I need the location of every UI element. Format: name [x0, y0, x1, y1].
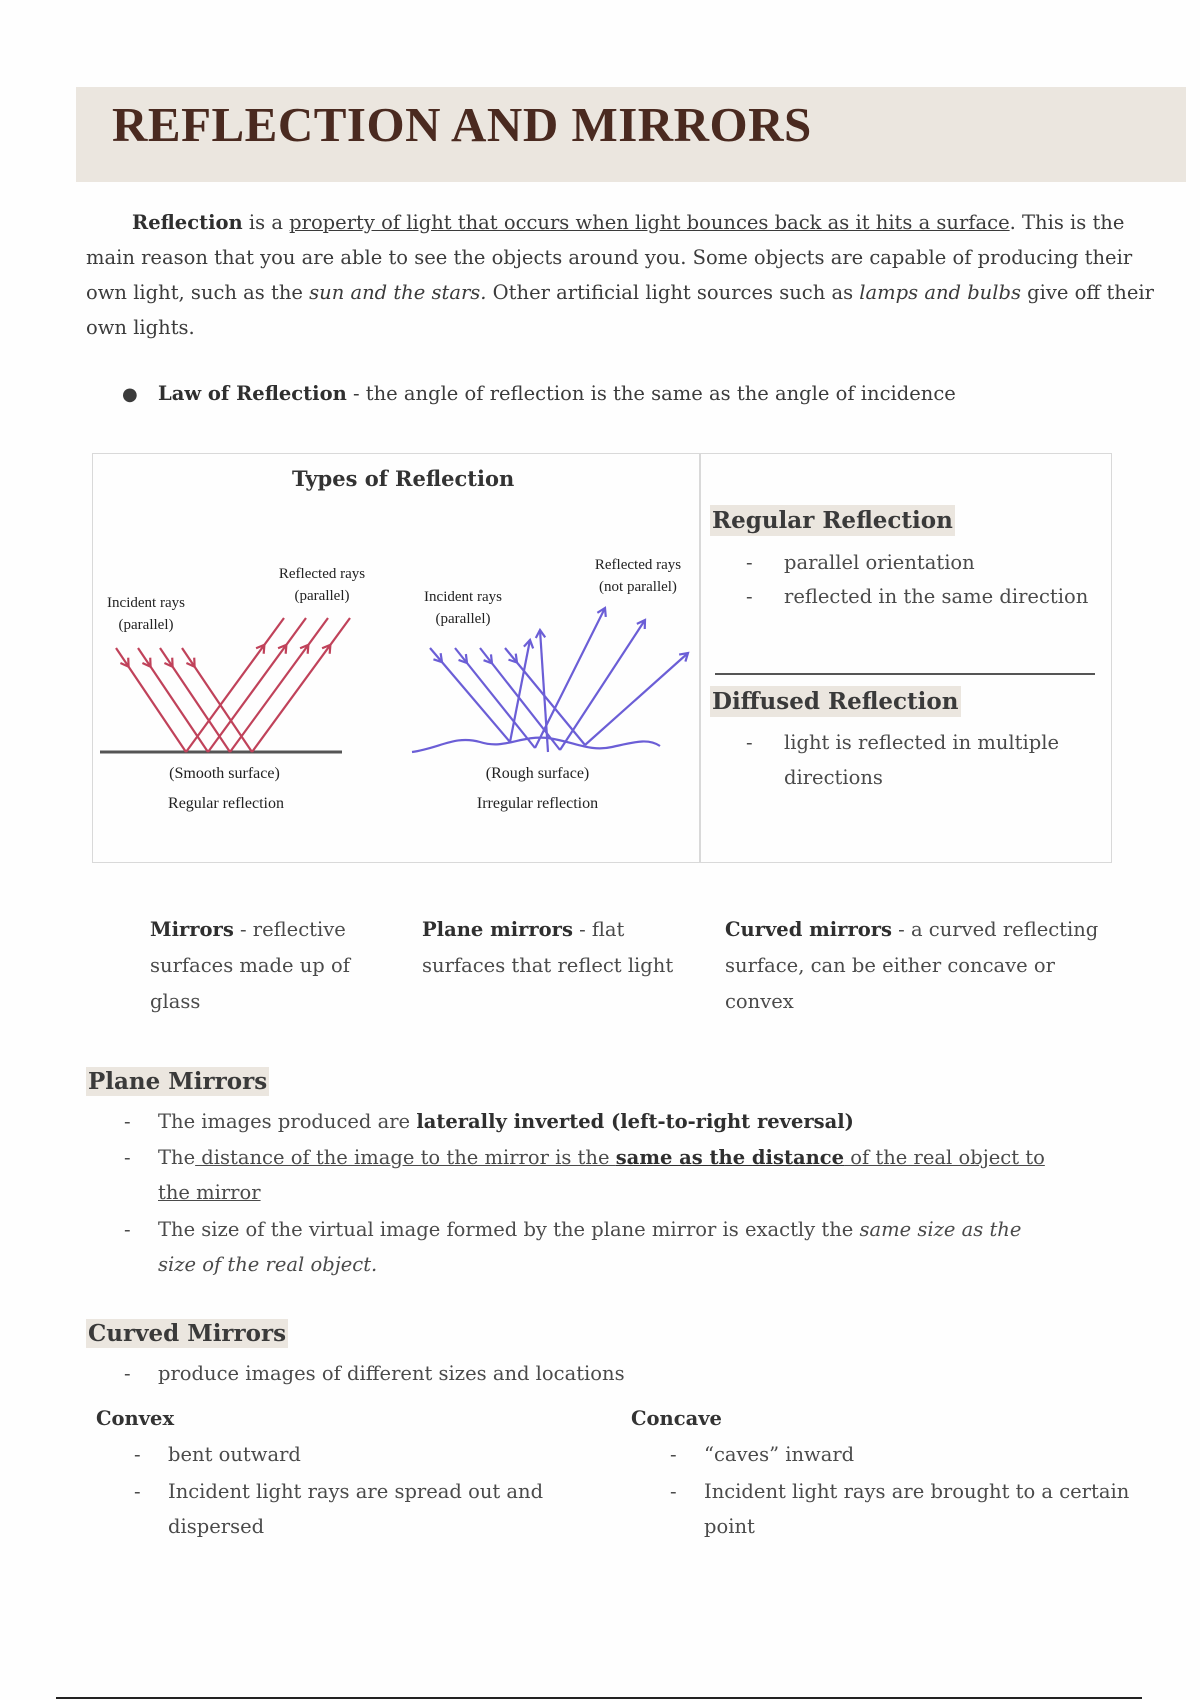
- dash-icon: -: [124, 1146, 131, 1169]
- rough-surface-label: (Rough surface): [485, 765, 590, 782]
- left-reflected-label-2: (parallel): [294, 588, 350, 604]
- plane-b3-italic: same size as the size of the real object.: [158, 1218, 1022, 1276]
- mirrors-definition: [150, 912, 380, 1020]
- convex-item-1-text: bent outward: [168, 1443, 301, 1466]
- regular-item-2-text: reflected in the same direction: [784, 585, 1089, 608]
- right-incident-label-1: Incident rays: [424, 589, 502, 605]
- reflected-ray: [585, 653, 688, 745]
- left-incident-label-1: Incident rays: [107, 595, 185, 611]
- page-title: REFLECTION AND MIRRORS: [112, 97, 812, 152]
- plane-mirrors-definition: [422, 912, 692, 984]
- plane-mirrors-heading: Plane Mirrors: [88, 1068, 268, 1095]
- plane-bullet-3: [124, 1212, 1058, 1282]
- intro-text-2: . This is the main reason that you are able to see the objects around you. Some objects are capable of producing their own light, such as the: [86, 211, 1133, 304]
- regular-reflection-figure: [100, 618, 350, 752]
- dash-icon: -: [670, 1480, 677, 1503]
- law-text: - the angle of reflection is the same as the angle of incidence: [346, 382, 956, 405]
- dash-icon: -: [124, 1218, 131, 1241]
- right-reflected-label-1: Reflected rays: [594, 557, 682, 573]
- bullet-icon: ●: [122, 384, 138, 405]
- left-incident-label-2: (parallel): [118, 617, 174, 633]
- footer-rule: [56, 1697, 1142, 1699]
- intro-text-3: Other artificial light sources such as: [486, 281, 860, 304]
- intro-italic-2: lamps and bulbs: [859, 281, 1021, 304]
- law-term: Law of Reflection: [158, 382, 347, 405]
- reflected-ray: [186, 618, 284, 752]
- irregular-reflection-caption: Irregular reflection: [476, 795, 599, 812]
- reflected-ray: [230, 618, 328, 752]
- curved-mirrors-heading: Curved Mirrors: [88, 1320, 287, 1347]
- dash-icon: -: [134, 1480, 141, 1503]
- concave-item-1-text: “caves” inward: [704, 1443, 855, 1466]
- diagram-title: Types of Reflection: [292, 466, 515, 491]
- convex-item-1: [134, 1437, 588, 1472]
- dash-icon: -: [124, 1362, 131, 1385]
- regular-item-1: [746, 545, 975, 580]
- intro-italic-1: sun and the stars.: [309, 281, 487, 304]
- incident-ray: [182, 648, 252, 752]
- smooth-surface-label: (Smooth surface): [169, 765, 280, 782]
- regular-item-2: [746, 579, 1088, 614]
- dash-icon: -: [746, 731, 753, 754]
- reflected-ray: [252, 618, 350, 752]
- plane-b2-underline-1: distance of the image to the mirror is the: [195, 1146, 616, 1169]
- irregular-reflection-figure: [412, 608, 688, 752]
- plane-b2-bold: same as the distance: [615, 1146, 845, 1169]
- intro-term: Reflection: [132, 211, 243, 234]
- concave-heading: Concave: [631, 1407, 722, 1430]
- regular-reflection-caption: Regular reflection: [168, 795, 284, 812]
- regular-item-1-text: parallel orientation: [784, 551, 975, 574]
- right-incident-label-2: (parallel): [435, 611, 491, 627]
- mirrors-text: - reflective surfaces made up of glass: [150, 918, 350, 1013]
- plane-mirrors-text: - flat surfaces that reflect light: [422, 918, 674, 977]
- plane-b2-text: The: [158, 1146, 196, 1169]
- curved-item-text: produce images of different sizes and locations: [158, 1362, 625, 1385]
- concave-item-2-text: Incident light rays are brought to a certain point: [704, 1480, 1130, 1538]
- intro-text-4: give off their own lights.: [86, 281, 1154, 339]
- concave-item-1: [670, 1437, 1144, 1472]
- regular-reflection-heading: Regular Reflection: [712, 507, 953, 534]
- curved-mirrors-term: Curved mirrors: [725, 918, 892, 941]
- dash-icon: -: [746, 551, 753, 574]
- curved-bullet-1: [124, 1356, 1058, 1391]
- plane-bullet-2: [124, 1140, 1058, 1210]
- reflected-ray: [208, 618, 306, 752]
- dash-icon: -: [124, 1110, 131, 1133]
- left-reflected-label-1: Reflected rays: [278, 566, 366, 582]
- intro-underlined: property of light that occurs when light bounces back as it hits a surface: [289, 211, 1010, 234]
- concave-item-2: [670, 1474, 1144, 1544]
- curved-mirrors-definition: [725, 912, 1115, 1020]
- dash-icon: -: [746, 585, 753, 608]
- diffused-reflection-heading: Diffused Reflection: [712, 688, 959, 715]
- section-divider: [715, 673, 1095, 675]
- dash-icon: -: [670, 1443, 677, 1466]
- plane-b3-text: The size of the virtual image formed by the plane mirror is exactly the: [158, 1218, 860, 1241]
- plane-b1-text: The images produced are: [158, 1110, 417, 1133]
- convex-heading: Convex: [96, 1407, 175, 1430]
- convex-item-2: [134, 1474, 568, 1544]
- diffused-item-1-text: light is reflected in multiple directions: [784, 731, 1059, 789]
- right-reflected-label-2: (not parallel): [599, 579, 677, 595]
- convex-item-2-text: Incident light rays are spread out and dispersed: [168, 1480, 544, 1538]
- mirrors-term: Mirrors: [150, 918, 234, 941]
- plane-b2-underline-2: of the real object to the mirror: [158, 1146, 1045, 1204]
- plane-mirrors-term: Plane mirrors: [422, 918, 573, 941]
- diffused-item-1: [746, 725, 1124, 795]
- intro-text-1: is a: [242, 211, 290, 234]
- dash-icon: -: [134, 1443, 141, 1466]
- plane-bullet-1: [124, 1104, 1118, 1139]
- curved-mirrors-text: - a curved reflecting surface, can be either concave or convex: [725, 918, 1099, 1013]
- plane-b1-bold: laterally inverted (left-to-right reversal): [416, 1110, 854, 1133]
